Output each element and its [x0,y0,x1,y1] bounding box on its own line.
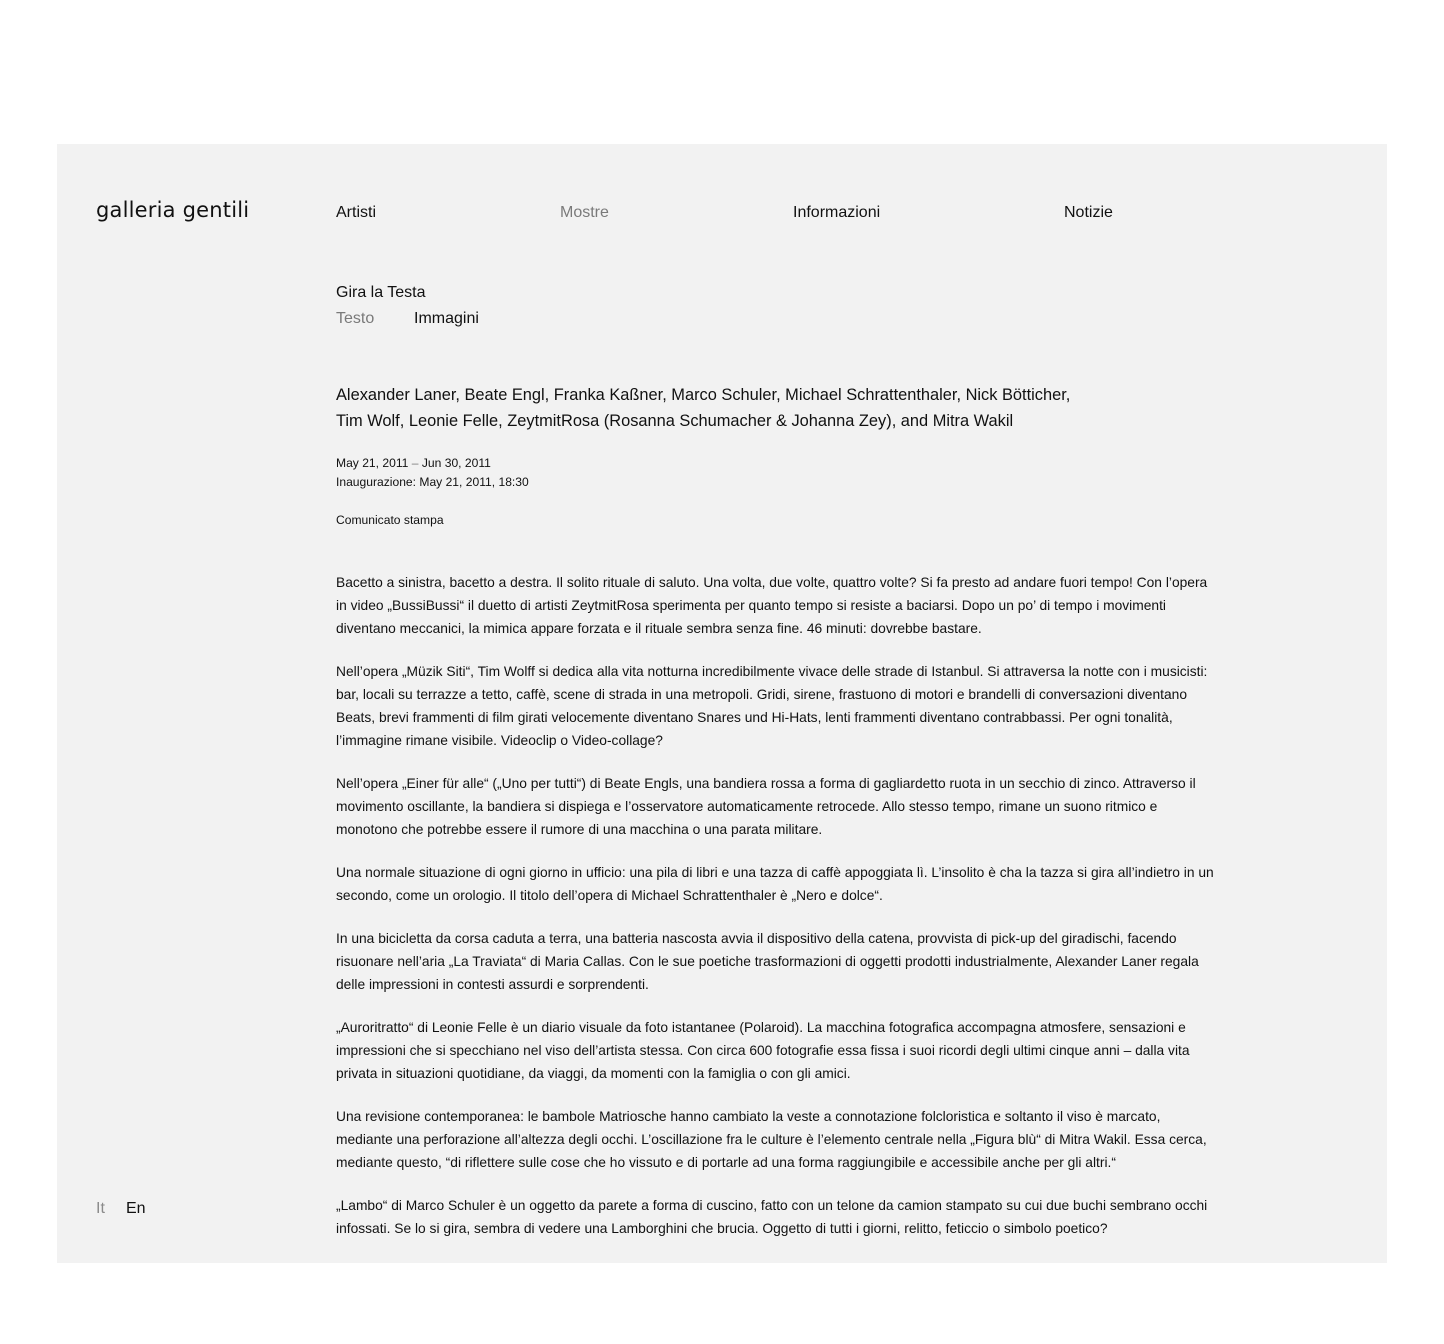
site-logo[interactable]: galleria gentili [96,198,250,222]
tab-testo[interactable]: Testo [336,310,375,327]
tab-immagini[interactable]: Immagini [414,310,479,327]
opening-info: Inaugurazione: May 21, 2011, 18:30 [336,475,529,489]
paragraph-5: In una bicicletta da corsa caduta a terra, una batteria nascosta avvia il dispositivo della catena, provvista di pick-up del giradischi, facendo risuonare nell’aria „La Traviata“ di Maria Callas. Con le sue poetiche trasformazioni di oggetti prodotti industrialmente, Alexander Laner regala delle impressioni in contesti assurdi e sorprendenti. [336,931,1199,992]
paragraph-8: „Lambo“ di Marco Schuler è un oggetto da parete a forma di cuscino, fatto con un telone da camion stampato su cui due buchi sembrano occhi infossati. Se lo si gira, sembra di vedere una Lamborghini che brucia. Oggetto di tutti i giorni, relitto, feticcio o simbolo poetico? [336,1198,1208,1236]
page-panel [57,144,1387,1263]
artists-line-1: Alexander Laner, Beate Engl, Franka Kaßner, Marco Schuler, Michael Schrattenthaler, Nick Bötticher, [336,386,1071,404]
exhibition-text [336,571,1216,1260]
date-range [336,454,529,473]
press-release-label: Comunicato stampa [336,513,444,527]
date-separator: – [411,456,419,470]
paragraph-2: Nell’opera „Müzik Siti“, Tim Wolff si dedica alla vita notturna incredibilmente vivace delle strade di Istanbul. Si attraversa la notte con i musicisti: bar, locali su terrazze a tetto, caffè, scene di strada in una metropoli. Gridi, sirene, frastuono di motori e brandelli di conversazioni diventano Beats, brevi frammenti di film girati velocemente diventano Snares und Hi-Hats, lenti frammenti diventano contrabbassi. Per ogni tonalità, l’immagine rimane visibile. Videoclip o Video-collage? [336,664,1208,748]
nav-notizie[interactable]: Notizie [1064,204,1113,221]
paragraph-7: Una revisione contemporanea: le bambole Matriosche hanno cambiato la veste a connotazione folcloristica e soltanto il viso è marcato, mediante una perforazione all’altezza degli occhi. L’oscillazione fra le culture è l’elemento centrale nella „Figura blù“ di Mitra Wakil. Essa cerca, mediante questo, “di riflettere sulle cose che ho vissuto e di portarle ad una forma raggiungibile e accessibile anche per gli altri.“ [336,1109,1207,1170]
artists-list [336,382,1196,434]
exhibition-title: Gira la Testa [336,284,426,301]
lang-it[interactable]: It [96,1200,105,1217]
nav-mostre[interactable]: Mostre [560,204,609,221]
paragraph-6: „Auroritratto“ di Leonie Felle è un diario visuale da foto istantanee (Polaroid). La macchina fotografica accompagna atmosfere, sensazioni e impressioni che si specchiano nel viso dell’artista stessa. Con circa 600 fotografie essa fissa i suoi ricordi degli ultimi cinque anni – dalla vita privata in situazioni quotidiane, da viaggi, da momenti con la famiglia o con gli amici. [336,1020,1190,1081]
exhibition-dates [336,454,529,492]
paragraph-4: Una normale situazione di ogni giorno in ufficio: una pila di libri e una tazza di caffè appoggiata lì. L’insolito è cha la tazza si gira all’indietro in un secondo, come un orologio. Il titolo dell’opera di Michael Schrattenthaler è „Nero e dolce“. [336,865,1214,903]
artists-line-2: Tim Wolf, Leonie Felle, ZeytmitRosa (Rosanna Schumacher & Johanna Zey), and Mitra Wakil [336,412,1014,430]
nav-artisti[interactable]: Artisti [336,204,376,221]
date-start: May 21, 2011 [336,456,409,470]
paragraph-3: Nell’opera „Einer für alle“ („Uno per tutti“) di Beate Engls, una bandiera rossa a forma di gagliardetto ruota in un secchio di zinco. Attraverso il movimento oscillante, la bandiera si dispiega e l’osservatore automaticamente retrocede. Allo stesso tempo, rimane un suono ritmico e monotono che potrebbe essere il rumore di una macchina o una parata militare. [336,776,1196,837]
lang-en[interactable]: En [126,1200,146,1217]
nav-informazioni[interactable]: Informazioni [793,204,881,221]
date-end: Jun 30, 2011 [421,456,491,470]
paragraph-1: Bacetto a sinistra, bacetto a destra. Il solito rituale di saluto. Una volta, due volte, quattro volte? Si fa presto ad andare fuori tempo! Con l’opera in video „BussiBussi“ il duetto di artisti ZeytmitRosa sperimenta per quanto tempo si resiste a baciarsi. Dopo un po’ di tempo i movimenti diventano meccanici, la mimica appare forzata e il rituale sembra senza fine. 46 minuti: dovrebbe bastare. [336,575,1208,636]
